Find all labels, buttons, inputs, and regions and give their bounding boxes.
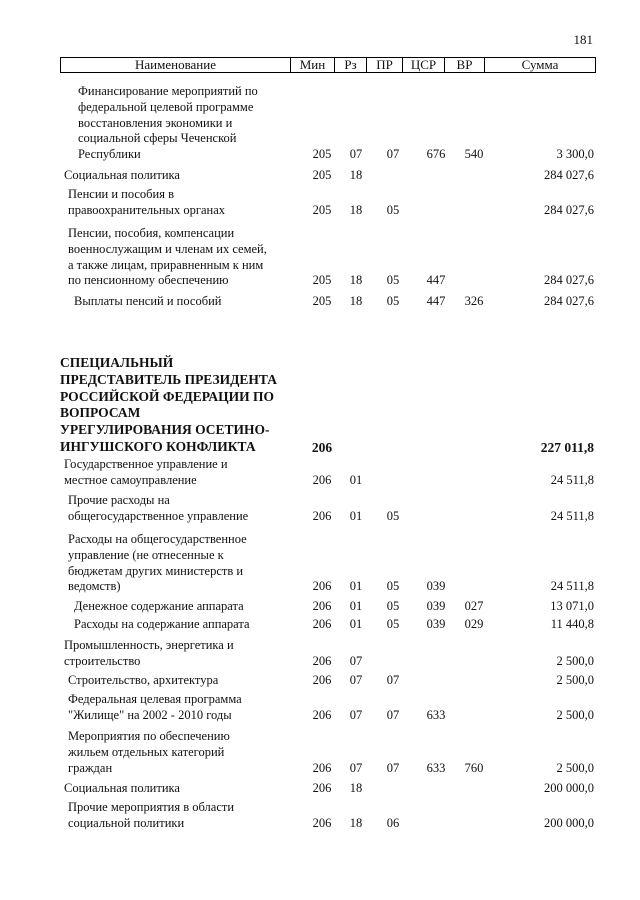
row-name: [68, 673, 300, 689]
row-name-line: Республики: [78, 147, 141, 162]
cell-csr: 039: [426, 617, 446, 631]
cell-rz: 18: [349, 273, 363, 288]
table-row: [0, 493, 640, 525]
row-name: [68, 187, 300, 219]
cell-vr: 027: [464, 599, 484, 613]
header-rz: Рз: [334, 58, 366, 72]
row-name: [68, 800, 300, 832]
row-name-line: ПРЕДСТАВИТЕЛЬ ПРЕЗИДЕНТА: [60, 371, 277, 387]
cell-csr: 039: [426, 579, 446, 594]
row-name: [64, 638, 296, 670]
row-name-line: ВОПРОСАМ: [60, 405, 141, 421]
row-name-line: Государственное управление и: [64, 457, 228, 471]
cell-vr: 540: [464, 147, 484, 162]
cell-rz: 01: [349, 579, 363, 594]
cell-csr: 633: [426, 707, 446, 722]
table-row: [0, 187, 640, 219]
cell-sum: 284 027,6: [544, 168, 594, 182]
cell-vr: 029: [464, 617, 484, 631]
cell-pr: 07: [386, 760, 400, 775]
row-name: [60, 355, 292, 456]
row-name-line: Социальная политика: [64, 781, 180, 795]
cell-sum: 284 027,6: [544, 273, 594, 288]
cell-sum: 2 500,0: [556, 760, 594, 775]
row-name-line: Пенсии, пособия, компенсации: [68, 226, 235, 240]
row-name-line: Денежное содержание аппарата: [74, 599, 244, 613]
row-name-line: Выплаты пенсий и пособий: [74, 294, 222, 308]
row-name-line: общегосударственное управление: [68, 508, 249, 523]
cell-rz: 01: [349, 617, 363, 631]
row-name-line: Расходы на содержание аппарата: [74, 617, 250, 631]
row-name: [68, 729, 300, 776]
cell-pr: 05: [386, 508, 400, 523]
cell-csr: 676: [426, 147, 446, 162]
cell-pr: 05: [386, 599, 400, 613]
cell-sum: 2 500,0: [556, 707, 594, 722]
row-name-line: ведомств): [68, 579, 121, 594]
cell-rz: 01: [349, 599, 363, 613]
row-name-line: Мероприятия по обеспечению: [68, 729, 230, 743]
cell-min: 205: [312, 202, 332, 217]
row-name-line: управление (не отнесенные к: [68, 547, 224, 562]
cell-sum: 2 500,0: [556, 673, 594, 687]
row-name-line: Прочие расходы на: [68, 493, 170, 507]
cell-csr: 447: [426, 273, 446, 288]
cell-sum: 24 511,8: [550, 472, 594, 487]
cell-rz: 01: [349, 472, 363, 487]
cell-min: 206: [312, 653, 332, 668]
cell-pr: 05: [386, 273, 400, 288]
cell-min: 205: [312, 147, 332, 162]
cell-rz: 07: [349, 707, 363, 722]
row-name-line: федеральной целевой программе: [78, 99, 254, 114]
cell-sum: 200 000,0: [544, 815, 594, 830]
row-name: [64, 457, 296, 489]
table-row: [0, 294, 640, 310]
cell-min: 206: [312, 815, 332, 830]
cell-min: 206: [312, 599, 332, 613]
cell-min: 206: [312, 579, 332, 594]
cell-csr: 633: [426, 760, 446, 775]
row-name-line: восстановления экономики и: [78, 115, 233, 130]
row-name-line: жильем отдельных категорий: [68, 744, 225, 759]
row-name-line: Расходы на общегосударственное: [68, 532, 247, 546]
row-name-line: Промышленность, энергетика и: [64, 638, 234, 652]
cell-rz: 07: [349, 653, 363, 668]
header-min: Мин: [290, 58, 334, 72]
table-row: [0, 457, 640, 489]
cell-sum: 24 511,8: [550, 579, 594, 594]
cell-sum: 200 000,0: [544, 781, 594, 795]
cell-sum: 13 071,0: [550, 599, 594, 613]
row-name-line: Финансирование мероприятий по: [78, 84, 258, 98]
table-row: [0, 673, 640, 689]
cell-vr: 326: [464, 294, 484, 308]
row-name-line: бюджетам других министерств и: [68, 563, 244, 578]
row-name-line: УРЕГУЛИРОВАНИЯ ОСЕТИНО-: [60, 422, 270, 438]
cell-rz: 18: [349, 815, 363, 830]
row-name-line: социальной политики: [68, 815, 185, 830]
cell-pr: 05: [386, 294, 400, 308]
header-name: Наименование: [135, 57, 216, 72]
row-name-line: а также лицам, приравненным к ним: [68, 257, 264, 272]
row-name: [68, 692, 300, 724]
cell-sum: 3 300,0: [556, 147, 594, 162]
cell-pr: 07: [386, 707, 400, 722]
row-name: [78, 84, 310, 163]
row-name: [68, 532, 300, 595]
table-row: [0, 638, 640, 670]
cell-pr: 06: [386, 815, 400, 830]
row-name-line: Социальная политика: [64, 168, 180, 182]
table-row: [0, 617, 640, 633]
cell-min: 206: [312, 707, 332, 722]
cell-csr: 447: [426, 294, 446, 308]
cell-pr: 05: [386, 202, 400, 217]
cell-min: 206: [312, 673, 332, 687]
row-name-line: по пенсионному обеспечению: [68, 273, 229, 288]
table-row: [0, 599, 640, 615]
table-row: [0, 729, 640, 776]
table-row: [0, 168, 640, 184]
cell-pr: 05: [386, 579, 400, 594]
row-name: [74, 599, 306, 615]
row-name: [68, 493, 300, 525]
cell-min: 206: [312, 508, 332, 523]
row-name-line: Федеральная целевая программа: [68, 692, 242, 706]
cell-min: 205: [312, 168, 332, 182]
row-name-line: местное самоуправление: [64, 472, 197, 487]
cell-min: 206: [312, 472, 332, 487]
cell-sum: 2 500,0: [556, 653, 594, 668]
cell-min: 205: [312, 294, 332, 308]
row-name: [74, 294, 306, 310]
table-row: [0, 532, 640, 595]
cell-min: 206: [312, 781, 332, 795]
cell-rz: 07: [349, 760, 363, 775]
cell-min: 206: [311, 440, 333, 455]
header-csr: ЦСР: [402, 58, 444, 72]
row-name-line: граждан: [68, 760, 113, 775]
cell-pr: 05: [386, 617, 400, 631]
cell-rz: 18: [349, 781, 363, 795]
cell-rz: 07: [349, 147, 363, 162]
cell-sum: 227 011,8: [540, 440, 594, 455]
cell-pr: 07: [386, 673, 400, 687]
row-name-line: социальной сферы Чеченской: [78, 131, 237, 146]
cell-min: 205: [312, 273, 332, 288]
cell-sum: 11 440,8: [550, 617, 594, 631]
cell-rz: 18: [349, 168, 363, 182]
table-row: [0, 692, 640, 724]
page-number: 181: [573, 32, 593, 47]
cell-sum: 24 511,8: [550, 508, 594, 523]
row-name-line: Пенсии и пособия в: [68, 187, 175, 201]
table-row: [0, 84, 640, 163]
header-sum: Сумма: [484, 58, 595, 72]
table-row: [0, 226, 640, 289]
cell-sum: 284 027,6: [544, 202, 594, 217]
cell-vr: 760: [464, 760, 484, 775]
header-vr: ВР: [444, 58, 484, 72]
row-name-line: Строительство, архитектура: [68, 673, 219, 687]
cell-rz: 18: [349, 294, 363, 308]
table-row: [0, 781, 640, 797]
row-name: [64, 168, 296, 184]
row-name-line: Прочие мероприятия в области: [68, 800, 235, 814]
row-name-line: строительство: [64, 653, 141, 668]
row-name-line: "Жилище" на 2002 - 2010 годы: [68, 707, 232, 722]
cell-rz: 07: [349, 673, 363, 687]
cell-min: 206: [312, 760, 332, 775]
row-name-line: военнослужащим и членам их семей,: [68, 241, 267, 256]
cell-rz: 18: [349, 202, 363, 217]
table-row: [0, 355, 640, 456]
row-name-line: СПЕЦИАЛЬНЫЙ: [60, 355, 174, 370]
row-name: [68, 226, 300, 289]
row-name: [64, 781, 296, 797]
header-pr: ПР: [366, 58, 402, 72]
table-row: [0, 800, 640, 832]
row-name-line: ИНГУШСКОГО КОНФЛИКТА: [60, 438, 256, 454]
cell-sum: 284 027,6: [544, 294, 594, 308]
row-name-line: правоохранительных органах: [68, 202, 225, 217]
row-name: [74, 617, 306, 633]
cell-pr: 07: [386, 147, 400, 162]
cell-min: 206: [312, 617, 332, 631]
cell-csr: 039: [426, 599, 446, 613]
cell-rz: 01: [349, 508, 363, 523]
row-name-line: РОССИЙСКОЙ ФЕДЕРАЦИИ ПО: [60, 388, 274, 404]
